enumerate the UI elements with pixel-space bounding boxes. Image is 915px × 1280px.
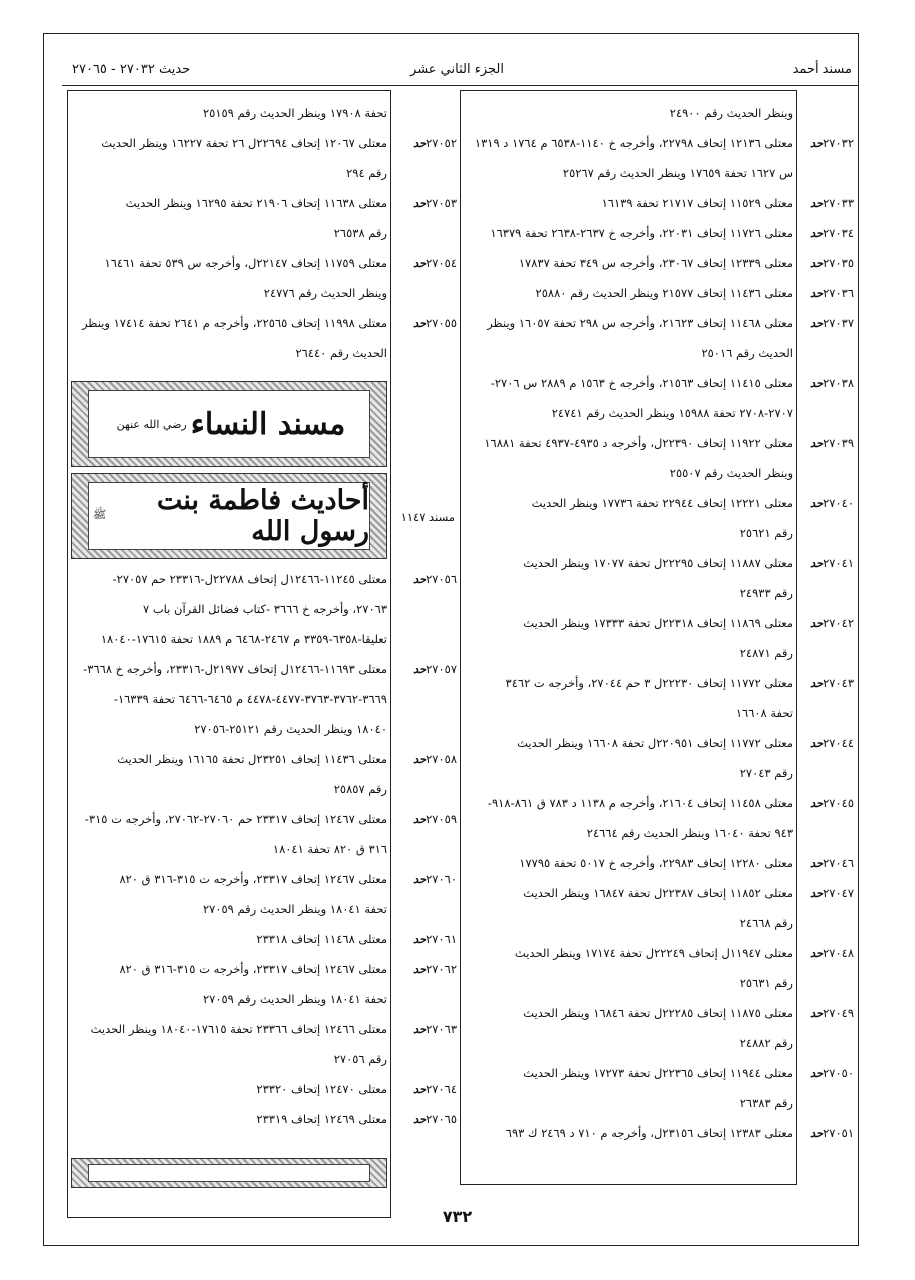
hadith-number-value: ٢٧٠٣٥ <box>823 256 854 270</box>
entry-line: معتلى ١١٤٦٨ إتحاف ٢٣٣١٨ <box>256 932 387 946</box>
hadith-number-value: ٢٧٠٤٦ <box>823 856 854 870</box>
hadith-number <box>792 368 854 398</box>
hadith-entry <box>73 128 387 188</box>
hadith-number-value: ٢٧٠٥٦ <box>426 572 457 586</box>
ornament-fatima <box>71 473 387 559</box>
entry-line: معتلى ١١٧٧٢ إتحاف ٢٢٠٩٥١ل تحفة ١٦٦٠٨ وينظر الحديث <box>517 736 793 750</box>
hadith-number <box>387 654 457 684</box>
hadith-number <box>387 924 457 954</box>
entry-line: رقم ٢٧٠٥٦ <box>333 1052 387 1066</box>
hadith-number-value: ٢٧٠٣٩ <box>823 436 854 450</box>
hadith-number <box>792 608 854 638</box>
entry-line: الحديث رقم ٢٦٤٤٠ <box>295 346 387 360</box>
hadith-entry <box>73 654 387 744</box>
hadith-entry <box>468 128 793 188</box>
hadith-number <box>792 938 854 968</box>
entry-line: ٣١٦ ق ٨٢٠ تحفة ١٨٠٤١ <box>272 842 387 856</box>
entry-line: تحفة ١٦٦٠٨ <box>735 706 793 720</box>
hadith-marker: حد <box>412 812 427 826</box>
entry-line: معتلى ١٢٤٦٧ إتحاف ٢٣٣١٧، وأخرجه ت ٣١٥-٣١٦ ق ٨٢٠ <box>119 962 387 976</box>
entry-line: رقم ٢٦٣٨٣ <box>739 1096 793 1110</box>
entry-line: معتلى ١١٨٥٢ إتحاف ٢٢٣٨٧ل تحفة ١٦٨٤٧ وينظر الحديث <box>523 886 793 900</box>
hadith-number-value: ٢٧٠٤٧ <box>823 886 854 900</box>
hadith-entry <box>468 788 793 848</box>
entry-line: معتلى ١١٢٤٥-١٢٤٦٦ل إتحاف ٢٢٧٨٨ل-٢٣٣١٦ حم ٢٧٠٥٧- <box>112 572 387 586</box>
hadith-number <box>792 128 854 158</box>
hadith-number <box>792 878 854 908</box>
hadith-marker: حد <box>809 226 824 240</box>
hadith-entry <box>468 668 793 728</box>
entry-line: رقم ٢٦٥٣٨ <box>333 226 387 240</box>
entry-line: معتلى ١٢٢٨٠ إتحاف ٢٢٩٨٣، وأخرجه خ ٥٠١٧ تحفة ١٧٧٩٥ <box>519 856 793 870</box>
ornament-subtitle2: ﷺ <box>93 508 107 521</box>
entry-line: معتلى ١١٨٧٥ إتحاف ٢٢٢٨٥ل تحفة ١٦٨٤٦ وينظر الحديث <box>523 1006 793 1020</box>
hadith-number <box>387 128 457 158</box>
hadith-number-value: ٢٧٠٤٥ <box>823 796 854 810</box>
entry-line: معتلى ١٢٤٦٧ إتحاف ٢٣٣١٧، وأخرجه ت ٣١٥-٣١٦ ق ٨٢٠ <box>119 872 387 886</box>
hadith-number <box>387 804 457 834</box>
hadith-number <box>792 848 854 878</box>
hadith-marker: حد <box>809 736 824 750</box>
hadith-entry <box>468 308 793 368</box>
hadith-entry <box>468 1118 793 1148</box>
hadith-marker: حد <box>809 886 824 900</box>
hadith-entry <box>468 848 793 878</box>
entry-line: معتلى ١١٨٦٩ إتحاف ٢٢٣١٨ل تحفة ١٧٣٣٣ وينظر الحديث <box>523 616 793 630</box>
hadith-entry <box>73 1014 387 1074</box>
entry-line: معتلى ١١٤٥٨ إتحاف ٢١٦٠٤، وأخرجه م ١١٣٨ د ٧٨٣ ق ٨٦١-٩١٨- <box>487 796 793 810</box>
hadith-marker: حد <box>412 662 427 676</box>
hadith-range: حديث ٢٧٠٣٢ - ٢٧٠٦٥ <box>72 62 191 77</box>
ornament-footer-band <box>71 1158 387 1188</box>
hadith-number-value: ٢٧٠٤٣ <box>823 676 854 690</box>
hadith-marker: حد <box>412 316 427 330</box>
hadith-number <box>792 668 854 698</box>
entry-line: تحفة ١٨٠٤١ وينظر الحديث رقم ٢٧٠٥٩ <box>202 992 387 1006</box>
hadith-number <box>387 564 457 594</box>
entry-line: رقم ٢٤٨٧١ <box>739 646 793 660</box>
entry-line: معتلى ١١٩٤٤ إتحاف ٢٢٣٦٥ل تحفة ١٧٢٧٣ وينظر الحديث <box>523 1066 793 1080</box>
entry-line: تحفة ١٧٩٠٨ وينظر الحديث رقم ٢٥١٥٩ <box>202 106 387 120</box>
hadith-entry <box>468 998 793 1058</box>
entry-line: رقم ٢٤٩٣٣ <box>739 586 793 600</box>
hadith-number <box>792 278 854 308</box>
hadith-number-value: ٢٧٠٥٩ <box>426 812 457 826</box>
hadith-number <box>792 548 854 578</box>
header-rule <box>62 85 858 86</box>
entry-line: معتلى ١١٩٤٧ل إتحاف ٢٢٢٤٩ل تحفة ١٧١٧٤ وينظر الحديث <box>514 946 793 960</box>
hadith-entry <box>73 954 387 1014</box>
hadith-marker: حد <box>412 932 427 946</box>
hadith-entry <box>468 548 793 608</box>
hadith-number <box>792 1118 854 1148</box>
hadith-entry <box>468 878 793 938</box>
hadith-marker: حد <box>809 376 824 390</box>
section-label: مسند ١١٤٧ <box>400 510 455 524</box>
hadith-marker: حد <box>809 856 824 870</box>
hadith-number <box>387 1014 457 1044</box>
ornament-musnad-women <box>71 381 387 467</box>
hadith-number-value: ٢٧٠٥٧ <box>426 662 457 676</box>
hadith-number <box>792 488 854 518</box>
entry-line: وينظر الحديث رقم ٢٤٩٠٠ <box>669 106 793 120</box>
hadith-number-value: ٢٧٠٦٣ <box>426 1022 457 1036</box>
hadith-marker: حد <box>809 1066 824 1080</box>
hadith-number-value: ٢٧٠٥٨ <box>426 752 457 766</box>
hadith-entry <box>73 564 387 654</box>
hadith-number-value: ٢٧٠٦٠ <box>426 872 457 886</box>
hadith-entry <box>468 278 793 308</box>
hadith-marker: حد <box>809 946 824 960</box>
hadith-number-value: ٢٧٠٥٢ <box>426 136 457 150</box>
hadith-entry <box>468 248 793 278</box>
hadith-number-value: ٢٧٠٥٠ <box>823 1066 854 1080</box>
hadith-entry <box>73 98 387 128</box>
hadith-entry <box>73 188 387 248</box>
ornament-title: مسند النساء <box>190 406 346 442</box>
hadith-entry <box>73 1074 387 1104</box>
hadith-entry <box>73 744 387 804</box>
entry-line: تعليقا-٦٣٥٨-٣٣٥٩ م ٢٤٦٧-٦٤٦٨ م ١٨٨٩ تحفة ١٧٦١٥-١٨٠٤٠ <box>100 632 387 646</box>
hadith-number <box>387 188 457 218</box>
entry-line: معتلى ١٢٠٦٧ إتحاف ٢٢٦٩٤ل ٢٦ تحفة ١٦٢٢٧ وينظر الحديث <box>101 136 387 150</box>
hadith-number <box>792 998 854 1028</box>
entry-line: معتلى ١١٤٣٦ إتحاف ٢٣٢٥١ل تحفة ١٦١٦٥ وينظر الحديث <box>117 752 387 766</box>
hadith-marker: حد <box>412 752 427 766</box>
hadith-number <box>792 248 854 278</box>
entry-line: معتلى ١٢٢٢١ إتحاف ٢٢٩٤٤ تحفة ١٧٧٣٦ وينظر الحديث <box>531 496 793 510</box>
hadith-marker: حد <box>809 256 824 270</box>
hadith-entry <box>73 864 387 924</box>
hadith-number-value: ٢٧٠٤١ <box>823 556 854 570</box>
hadith-number <box>792 728 854 758</box>
entry-line: رقم ٢٤٨٨٢ <box>739 1036 793 1050</box>
hadith-number-value: ٢٧٠٤٤ <box>823 736 854 750</box>
hadith-entry <box>468 98 793 128</box>
hadith-number <box>792 308 854 338</box>
entry-line: وينظر الحديث رقم ٢٤٧٧٦ <box>263 286 387 300</box>
hadith-marker: حد <box>809 676 824 690</box>
entry-line: معتلى ١١٦٩٣-١٢٤٦٦ل إتحاف ٢١٩٧٧ل-٢٣٣١٦، وأخرجه خ ٣٦٦٨- <box>83 662 387 676</box>
hadith-number-value: ٢٧٠٣٣ <box>823 196 854 210</box>
hadith-number <box>387 1104 457 1134</box>
hadith-number-value: ٢٧٠٤٢ <box>823 616 854 630</box>
hadith-number-value: ٢٧٠٣٧ <box>823 316 854 330</box>
hadith-marker: حد <box>809 1006 824 1020</box>
hadith-marker: حد <box>809 496 824 510</box>
hadith-marker: حد <box>809 616 824 630</box>
hadith-entry <box>468 1058 793 1118</box>
hadith-marker: حد <box>809 196 824 210</box>
entry-line: رقم ٢٧٠٤٣ <box>739 766 793 780</box>
hadith-marker: حد <box>809 136 824 150</box>
hadith-marker: حد <box>412 572 427 586</box>
hadith-number <box>387 308 457 338</box>
entry-line: ٩٤٣ تحفة ١٦٠٤٠ وينظر الحديث رقم ٢٤٦٦٤ <box>586 826 793 840</box>
hadith-number-value: ٢٧٠٣٨ <box>823 376 854 390</box>
hadith-number <box>387 248 457 278</box>
hadith-marker: حد <box>809 556 824 570</box>
entry-line: معتلى ١١٧٧٢ إتحاف ٢٢٢٣٠ل ٣ حم ٢٧٠٤٤، وأخرجه ت ٣٤٦٢ <box>505 676 793 690</box>
entry-line: معتلى ١٢٣٨٣ إتحاف ٢٣١٥٦ل، وأخرجه م ٧١٠ د ٢٤٦٩ ك ٦٩٣ <box>505 1126 793 1140</box>
entry-line: معتلى ١٢٤٦٧ إتحاف ٢٣٣١٧ حم ٢٧٠٦٠-٢٧٠٦٢، وأخرجه ت ٣١٥- <box>84 812 387 826</box>
hadith-marker: حد <box>412 962 427 976</box>
hadith-entry <box>468 488 793 548</box>
hadith-number-value: ٢٧٠٤٩ <box>823 1006 854 1020</box>
entry-line: معتلى ١١٤٣٦ إتحاف ٢١٥٧٧ وينظر الحديث رقم ٢٥٨٨٠ <box>535 286 793 300</box>
entry-line: وينظر الحديث رقم ٢٥٥٠٧ <box>669 466 793 480</box>
entry-line: رقم ٢٥٨٥٧ <box>333 782 387 796</box>
hadith-number-value: ٢٧٠٥٤ <box>426 256 457 270</box>
hadith-number-value: ٢٧٠٥١ <box>823 1126 854 1140</box>
entry-line: معتلى ١٢٤٦٩ إتحاف ٢٣٣١٩ <box>256 1112 387 1126</box>
hadith-number-value: ٢٧٠٣٤ <box>823 226 854 240</box>
hadith-marker: حد <box>809 436 824 450</box>
entry-line: معتلى ١١٦٣٨ إتحاف ٢١٩٠٦ تحفة ١٦٢٩٥ وينظر الحديث <box>125 196 387 210</box>
entry-line: معتلى ١٢١٣٦ إتحاف ٢٢٧٩٨، وأخرجه خ ١١٤٠-٦٥٣٨ م ١٧٦٤ د ١٣١٩ <box>474 136 793 150</box>
hadith-entry <box>73 1104 387 1134</box>
hadith-number <box>792 428 854 458</box>
hadith-marker: حد <box>412 1112 427 1126</box>
hadith-marker: حد <box>412 872 427 886</box>
hadith-entry <box>73 248 387 308</box>
hadith-number-value: ٢٧٠٥٣ <box>426 196 457 210</box>
hadith-number <box>792 218 854 248</box>
hadith-marker: حد <box>412 256 427 270</box>
entry-line: معتلى ١٢٤٧٠ إتحاف ٢٣٣٢٠ <box>256 1082 387 1096</box>
hadith-entry <box>73 308 387 368</box>
hadith-number <box>387 864 457 894</box>
entry-line: ٢٧٠٧-٢٧٠٨ تحفة ١٥٩٨٨ وينظر الحديث رقم ٢٤٧٤١ <box>551 406 793 420</box>
hadith-number-value: ٢٧٠٤٠ <box>823 496 854 510</box>
hadith-marker: حد <box>412 1022 427 1036</box>
hadith-marker: حد <box>809 316 824 330</box>
hadith-entry <box>468 188 793 218</box>
entry-line: معتلى ١١٩٢٢ إتحاف ٢٢٣٩٠ل، وأخرجه د ٤٩٣٥-٤٩٣٧ تحفة ١٦٨٨١ <box>484 436 793 450</box>
entry-line: ٢٧٠٦٣، وأخرجه خ ٣٦٦٦ -كتاب فضائل القرآن باب ٧ <box>142 602 387 616</box>
ornament-subtitle: رضي الله عنهن <box>116 417 187 431</box>
entry-line: معتلى ١١٥٢٩ إتحاف ٢١٧١٧ تحفة ١٦١٣٩ <box>601 196 793 210</box>
ornament-title2: أحاديث فاطمة بنت رسول الله <box>156 485 369 547</box>
running-head <box>62 62 852 84</box>
hadith-number <box>387 744 457 774</box>
entry-line: معتلى ١٢٤٦٦ إتحاف ٢٣٣٦٦ تحفة ١٧٦١٥-١٨٠٤٠ وينظر الحديث <box>90 1022 387 1036</box>
entry-line: رقم ٢٩٤ <box>346 166 387 180</box>
hadith-number-value: ٢٧٠٣٢ <box>823 136 854 150</box>
hadith-marker: حد <box>809 286 824 300</box>
hadith-entry <box>468 428 793 488</box>
hadith-marker: حد <box>412 196 427 210</box>
hadith-marker: حد <box>809 1126 824 1140</box>
entry-line: معتلى ١١٤٦٨ إتحاف ٢١٦٢٣، وأخرجه س ٢٩٨ تحفة ١٦٠٥٧ وينظر <box>487 316 793 330</box>
part-title: الجزء الثاني عشر <box>410 62 504 77</box>
hadith-number-value: ٢٧٠٦١ <box>426 932 457 946</box>
entry-line: معتلى ١١٩٩٨ إتحاف ٢٢٥٦٥، وأخرجه م ٢٦٤١ تحفة ١٧٤١٤ وينظر <box>81 316 387 330</box>
hadith-marker: حد <box>809 796 824 810</box>
hadith-marker: حد <box>412 1082 427 1096</box>
entry-line: رقم ٢٥٦٣١ <box>739 976 793 990</box>
entry-line: رقم ٢٥٦٢١ <box>739 526 793 540</box>
page-number: ٧٣٢ <box>442 1207 473 1226</box>
entry-line: معتلى ١١٨٨٧ إتحاف ٢٢٢٩٥ل تحفة ١٧٠٧٧ وينظر الحديث <box>523 556 793 570</box>
hadith-entry <box>468 368 793 428</box>
entry-line: الحديث رقم ٢٥٠١٦ <box>701 346 793 360</box>
hadith-entry <box>73 924 387 954</box>
entry-line: س ١٦٢٧ تحفة ١٧٦٥٩ وينظر الحديث رقم ٢٥٢٦٧ <box>562 166 793 180</box>
hadith-entry <box>468 728 793 788</box>
hadith-marker: حد <box>412 136 427 150</box>
hadith-number <box>792 788 854 818</box>
hadith-number <box>792 188 854 218</box>
hadith-number <box>792 1058 854 1088</box>
hadith-number <box>387 1074 457 1104</box>
hadith-entry <box>468 608 793 668</box>
hadith-number <box>387 954 457 984</box>
book-title: مسند أحمد <box>792 62 852 77</box>
hadith-entry <box>73 804 387 864</box>
hadith-number-value: ٢٧٠٦٥ <box>426 1112 457 1126</box>
entry-line: معتلى ١١٧٥٩ إتحاف ٢٢١٤٧ل، وأخرجه س ٥٣٩ تحفة ١٦٤٦١ <box>104 256 387 270</box>
hadith-entry <box>468 218 793 248</box>
entry-line: معتلى ١١٧٢٦ إتحاف ٢٢٠٣١، وأخرجه خ ٢٦٣٧-٢٦٣٨ تحفة ١٦٣٧٩ <box>490 226 793 240</box>
hadith-entry <box>468 938 793 998</box>
hadith-number-value: ٢٧٠٦٢ <box>426 962 457 976</box>
hadith-number-value: ٢٧٠٦٤ <box>426 1082 457 1096</box>
entry-line: معتلى ١١٤١٥ إتحاف ٢١٥٦٣، وأخرجه خ ١٥٦٣ م ٢٨٨٩ س ٢٧٠٦- <box>490 376 793 390</box>
entry-line: تحفة ١٨٠٤١ وينظر الحديث رقم ٢٧٠٥٩ <box>202 902 387 916</box>
entry-line: رقم ٢٤٦٦٨ <box>739 916 793 930</box>
entry-line: ١٨٠٤٠ وينظر الحديث رقم ٢٥١٢١-٢٧٠٥٦ <box>194 722 387 736</box>
hadith-number-value: ٢٧٠٣٦ <box>823 286 854 300</box>
hadith-number-value: ٢٧٠٤٨ <box>823 946 854 960</box>
entry-line: معتلى ١٢٣٣٩ إتحاف ٢٣٠٦٧، وأخرجه س ٣٤٩ تحفة ١٧٨٣٧ <box>518 256 793 270</box>
hadith-number-value: ٢٧٠٥٥ <box>426 316 457 330</box>
entry-line: ٣٦٦٩-٣٧٦٢-٣٧٦٣-٤٤٧٧-٤٤٧٨ م ٦٤٦٥-٦٤٦٦ تحفة ١٦٣٣٩- <box>113 692 387 706</box>
